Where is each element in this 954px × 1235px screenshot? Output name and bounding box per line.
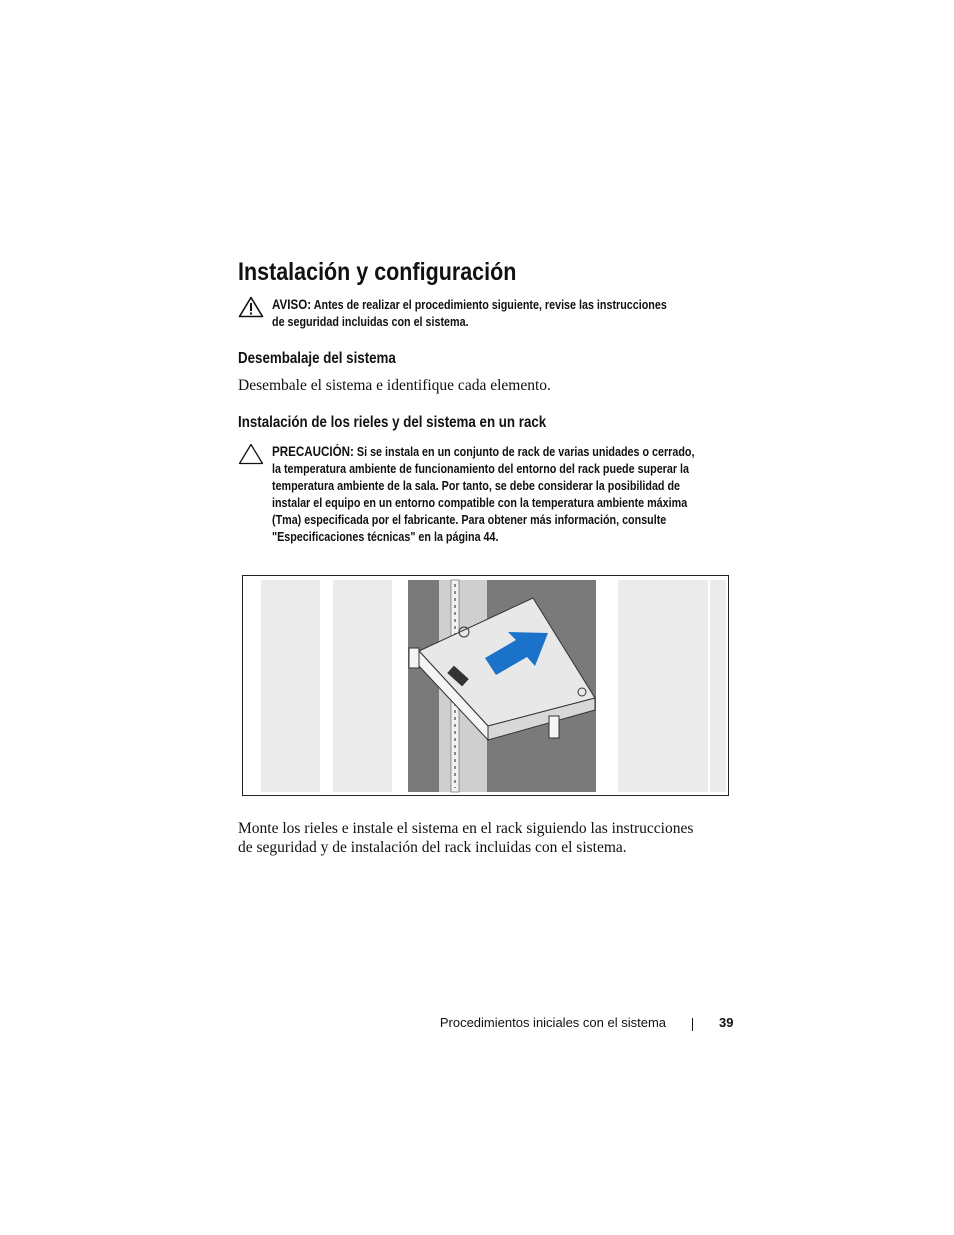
rack-ear [549,716,559,738]
caution-line: Si se instala en un conjunto de rack de varias unidades o cerrado, [356,445,695,459]
warning-icon [238,296,264,318]
mount-line: Monte los rieles e instale el sistema en el rack siguiendo las instrucciones [238,820,694,837]
aviso-label: AVISO: [272,297,312,312]
page-number: 39 [719,1015,734,1030]
footer-separator [692,1018,693,1031]
caution-line: la temperatura ambiente de funcionamiento del entorno del rack puede superar la [272,462,689,476]
page-footer [0,1015,954,1035]
footer-title: Procedimientos iniciales con el sistema [439,1015,666,1030]
caution-label: PRECAUCIÓN: [272,444,354,459]
page-title: Instalación y configuración [238,258,517,286]
caution-line: instalar el equipo en un entorno compatible con la temperatura ambiente máxima [272,496,688,510]
cabinet-panel [333,580,392,792]
mount-instructions [238,819,693,857]
section-heading-unpack: Desembalaje del sistema [238,350,396,367]
rack-ear [409,648,419,668]
unpack-text: Desembale el sistema e identifique cada elemento. [238,377,551,394]
aviso-line: Antes de realizar el procedimiento siguiente, revise las instrucciones [313,298,667,312]
rack-illustration-svg [243,576,728,795]
caution-line: temperatura ambiente de la sala. Por tanto, se debe considerar la posibilidad de [272,479,681,493]
aviso-line: de seguridad incluidas con el sistema. [272,315,469,329]
caution-icon [238,443,264,465]
rack-installation-illustration [242,575,729,796]
mount-line: de seguridad y de instalación del rack incluidas con el sistema. [238,839,627,856]
section-heading-rack: Instalación de los rieles y del sistema en un rack [238,414,547,431]
caution-line: (Tma) especificada por el fabricante. Para obtener más información, consulte [272,513,667,527]
cabinet-panel [618,580,708,792]
cabinet-panel [710,580,726,792]
caution-line: "Especificaciones técnicas" en la página 44. [272,530,499,544]
cabinet-panel [261,580,320,792]
